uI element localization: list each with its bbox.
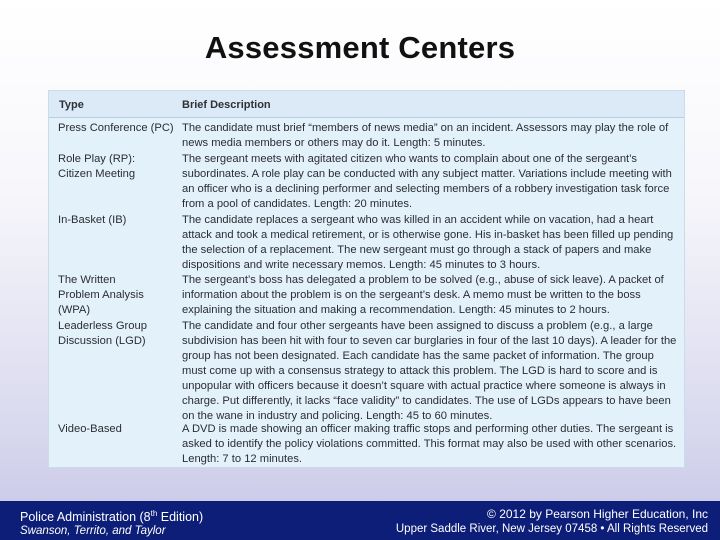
footer-bar [0, 501, 720, 540]
assessment-table [48, 90, 685, 468]
book-title-prefix: Police Administration (8 [20, 510, 151, 525]
edition-superscript: th [150, 509, 158, 518]
authors: Swanson, Territo, and Taylor [20, 525, 166, 537]
row-description: The sergeant meets with agitated citizen who wants to complain about one of the sergeant’s subordinates. A role play can be conducted with any subject matter. Variations include meeting with an officer who is a declining performer and selecting members of a robbery investigation task force from a pool of candidates. Length: 20 minutes. [182, 153, 672, 210]
row-type: In-Basket (IB) [58, 214, 127, 226]
publisher-address: Upper Saddle River, New Jersey 07458 • All Rights Reserved [395, 523, 708, 535]
row-type: Role Play (RP): Citizen Meeting [58, 153, 136, 180]
header-description: Brief Description [182, 99, 271, 111]
row-description: The candidate and four other sergeants have been assigned to discuss a problem (e.g., a large subdivision has been hit with four to seven car burglaries in four of the last 10 days). A leader for the group has not been designated. Each candidate has the same packet of information. The group must come up with a consensus strategy to attack this problem. The LGD is hard to score and is unpopular with officers because it doesn’t square with actual practice where someone is always in charge. Put differently, it lacks “face validity” to candidates. The use of LGDs appears to have been on the wane in industry and policing. Length: 45 to 60 minutes. [182, 320, 677, 422]
row-description: A DVD is made showing an officer making traffic stops and performing other duties. The sergeant is asked to identify the policy violations committed. This format may also be used with other scenarios. Length: 7 to 12 minutes. [182, 423, 677, 465]
book-title [20, 509, 203, 524]
header-type: Type [59, 99, 84, 111]
row-description: The candidate replaces a sergeant who was killed in an accident while on vacation, had a heart attack and took a medical retirement, or is otherwise gone. His in-basket has been filled up pending the selection of a replacement. The new sergeant must go through a stack of papers and make dispositions and write necessary memos. Length: 45 minutes to 3 hours. [182, 214, 674, 271]
row-type: The Written Problem Analysis (WPA) [58, 274, 144, 316]
row-description: The sergeant’s boss has delegated a problem to be solved (e.g., abuse of sick leave). A packet of information about the problem is on the sergeant’s desk. A memo must be written to the boss explaining the situation and making a recommendation. Length: 45 minutes to 2 hours. [182, 274, 664, 316]
row-type: Video-Based [58, 423, 122, 435]
book-title-suffix: Edition) [157, 510, 204, 525]
row-type: Press Conference (PC) [58, 122, 174, 134]
row-type: Leaderless Group Discussion (LGD) [58, 320, 147, 347]
copyright: © 2012 by Pearson Higher Education, Inc [487, 507, 708, 521]
table-header [49, 91, 684, 118]
row-description: The candidate must brief “members of news media” on an incident. Assessors may play the role of news media members or others may do it. Length: 5 minutes. [182, 122, 669, 149]
slide-title: Assessment Centers [204, 30, 516, 65]
